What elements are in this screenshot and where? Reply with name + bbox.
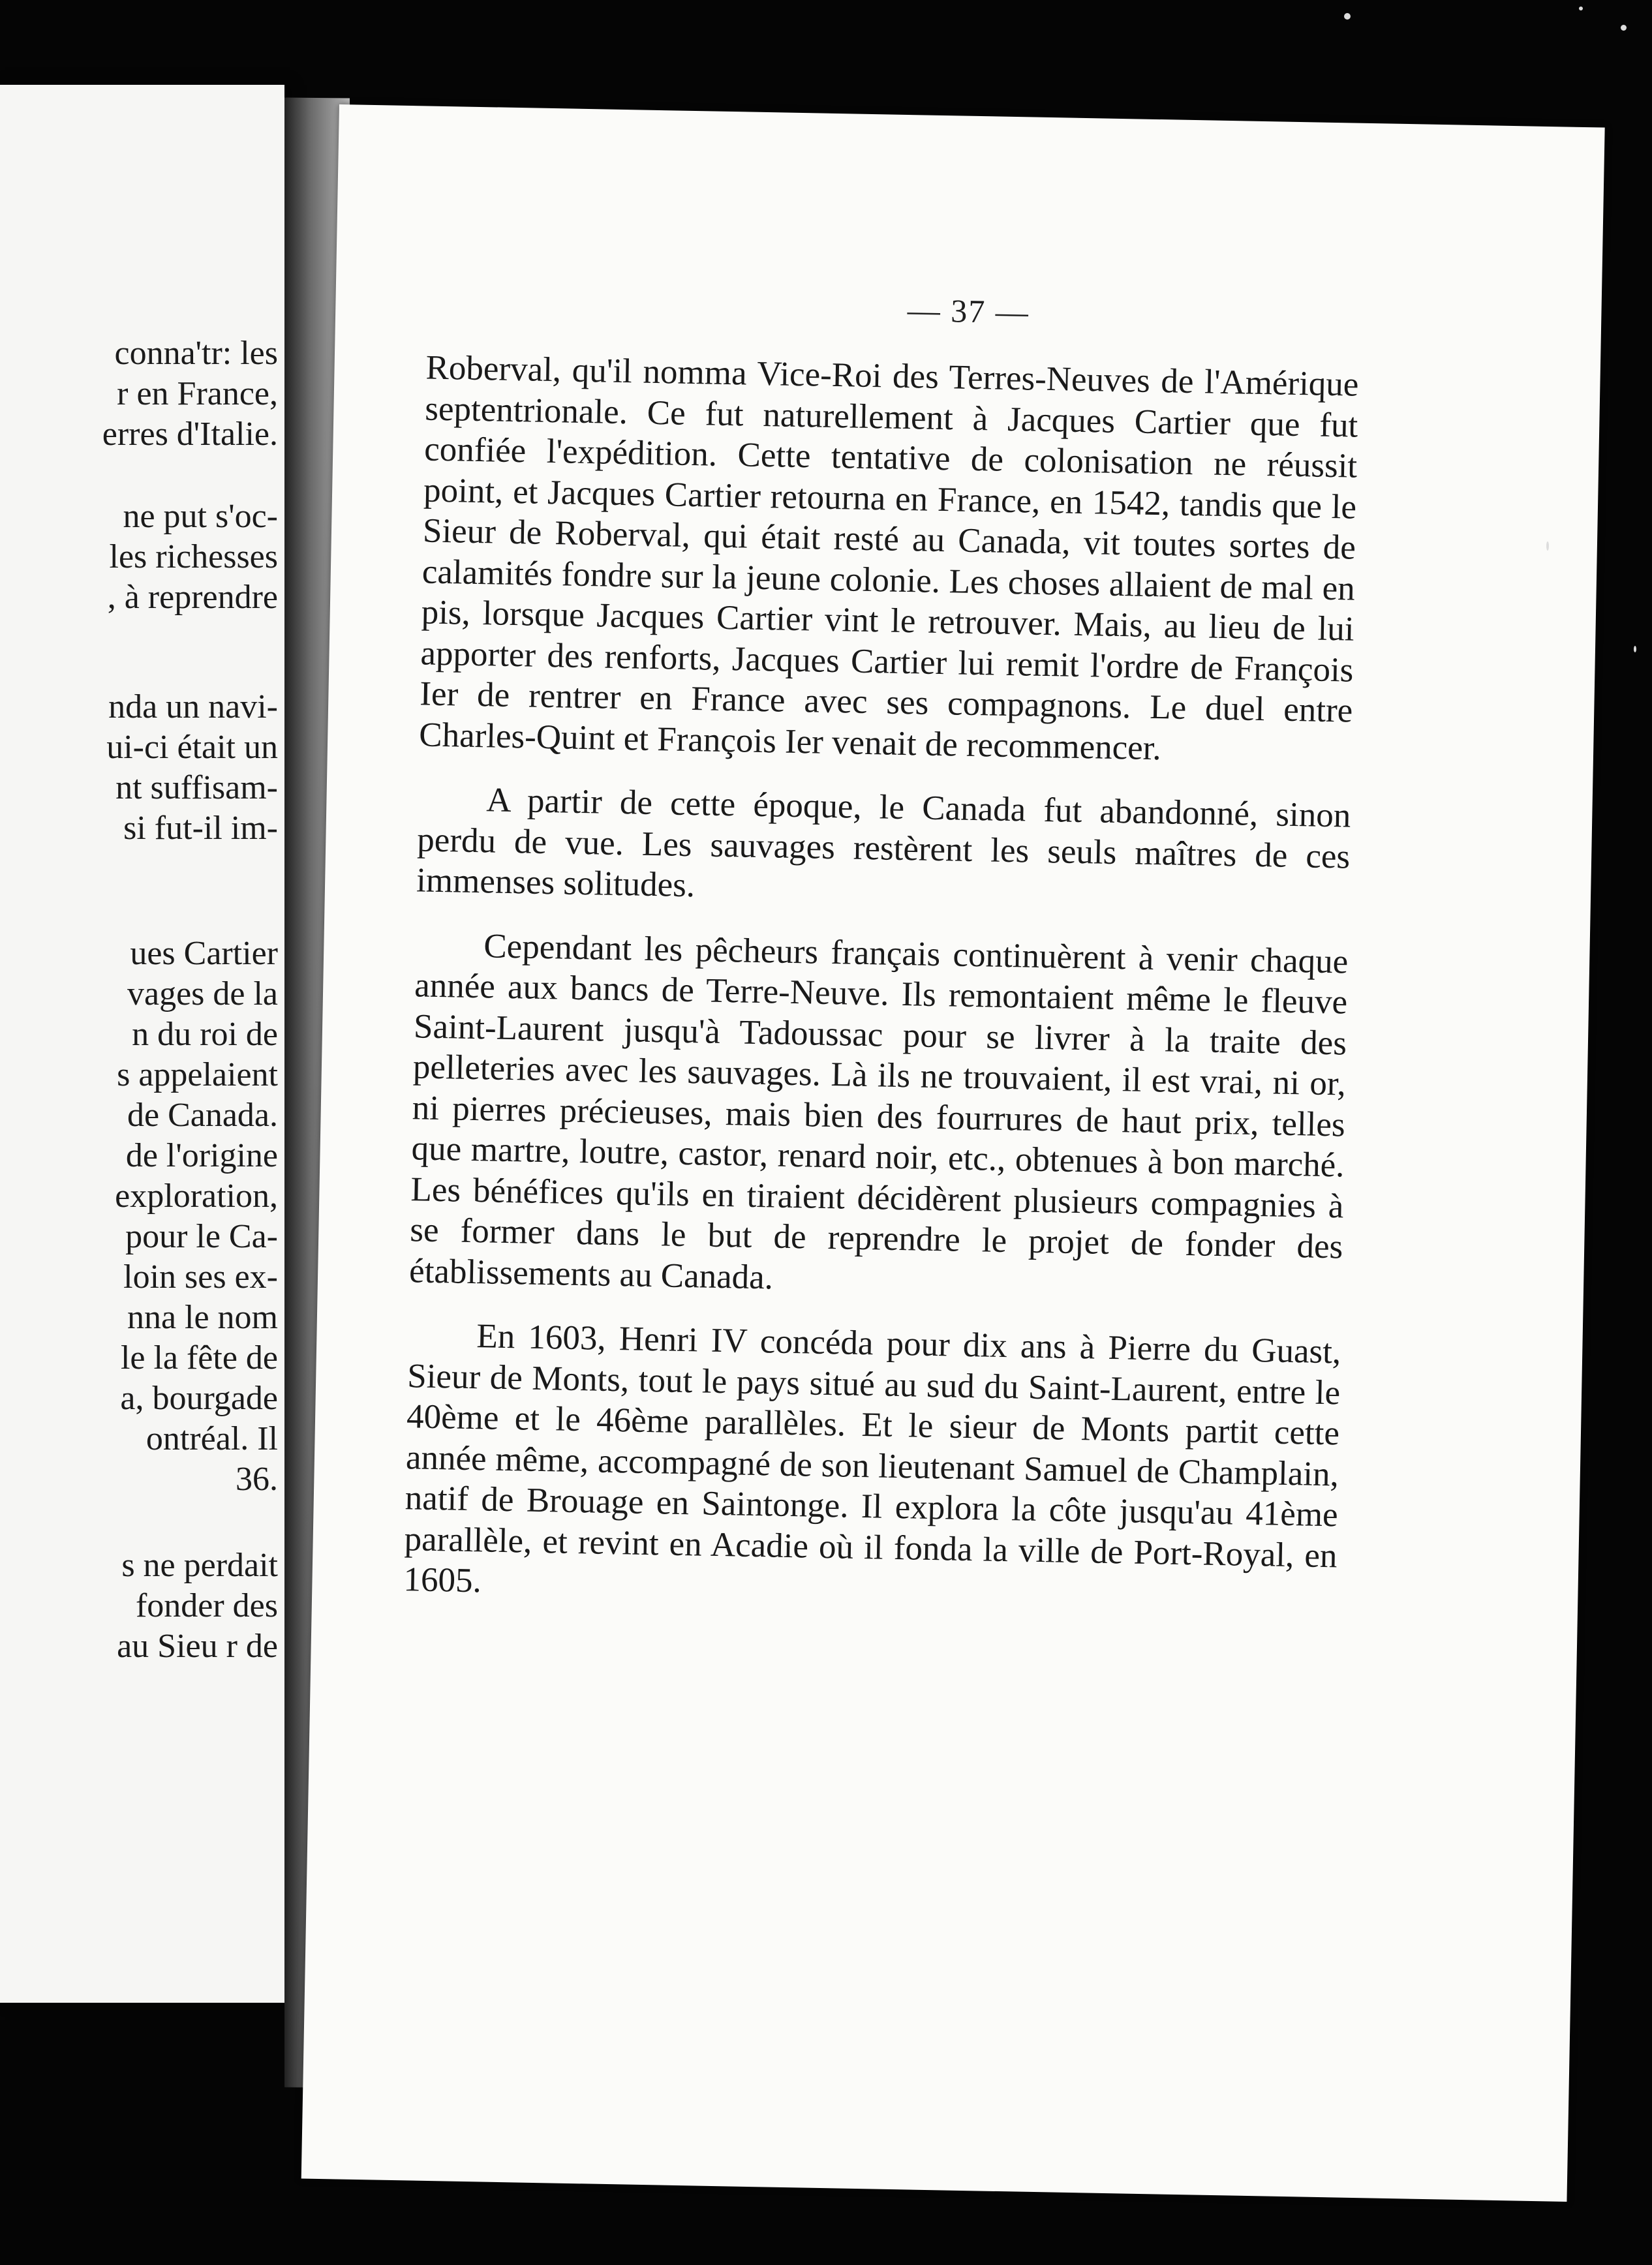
left-page-line: ontréal. Il (145, 1420, 278, 1457)
left-page-line: les richesses (109, 538, 278, 575)
left-page-line: , à reprendre (107, 579, 278, 616)
scan-speck (1621, 25, 1627, 31)
left-page-line: vages de la (127, 975, 278, 1012)
left-page-line: n du roi de (132, 1016, 278, 1053)
left-page-line: nda un navi- (108, 688, 278, 725)
left-page-line: conna'tr: les (114, 335, 278, 372)
left-page-line: s ne perdait (121, 1547, 278, 1584)
paragraph: Roberval, qu'il nomma Vice-Roi des Terres-Neuves de l'Amérique septentrionale. Ce fut naturellement à Jacques Cartier que fut confiée l'expédition. Cette tentative de colonisation ne réussit point, et Jacques Cartier retourna en France, en 1542, tandis que le Sieur de Roberval, qui était resté au Canada, vit toutes sortes de calamités fondre sur la jeune colonie. Les choses allaient de mal en pis, lorsque Jacques Cartier vint le retrouver. Mais, au lieu de lui apporter des renforts, Jacques Cartier lui remit l'ordre de François Ier de rentrer en France avec ses compagnons. Le duel entre Charles-Quint et François Ier venait de recommencer. (418, 348, 1359, 767)
left-page-line: erres d'Italie. (102, 416, 278, 453)
left-page-line: si fut-il im- (123, 810, 278, 847)
paragraph: A partir de cette époque, le Canada fut abandonné, sinon perdu de vue. Les sauvages restèrent les seuls maîtres de ces immenses solitudes. (416, 781, 1351, 905)
book-page (301, 104, 1605, 2202)
left-page-line: a, bourgade (120, 1380, 278, 1417)
left-page-line: loin ses ex- (123, 1258, 278, 1296)
left-page-line: au Sieu r de (117, 1628, 278, 1665)
left-page-line: ne put s'oc- (123, 498, 278, 535)
page-body (403, 348, 1359, 1617)
left-page-line: r en France, (117, 375, 278, 412)
left-page-line: ues Cartier (130, 935, 278, 972)
left-page-line: de Canada. (127, 1097, 278, 1134)
page-number: — 37 — (907, 292, 1030, 331)
left-page-line: nna le nom (127, 1299, 278, 1336)
left-page-line: ui-ci était un (106, 729, 278, 766)
left-page-line: 36. (236, 1461, 278, 1498)
scan-speck (1579, 7, 1583, 10)
paragraph: En 1603, Henri IV concéda pour dix ans à Pierre du Guast, Sieur de Monts, tout le pays situé au sud du Saint-Laurent, entre le 40ème et le 46ème parallèles. Et le sieur de Monts partit cette année même, accompagné de son lieutenant Samuel de Champlain, natif de Brouage en Saintonge. Il explora la côte jusqu'au 41ème parallèle, et revint en Acadie où il fonda la ville de Port-Royal, en 1605. (403, 1317, 1341, 1600)
paragraph: Cependant les pêcheurs français continuèrent à venir chaque année aux bancs de Terre-Neuve. Ils remontaient même le fleuve Saint-Laurent jusqu'à Tadoussac pour se livrer à la traite des pelleteries avec les sauvages. Là ils ne trouvaient, il est vrai, ni or, ni pierres précieuses, mais bien des fourrures de haut prix, telles que martre, loutre, castor, renard noir, etc., obtenues à bon marché. Les bénéfices qu'ils en tiraient décidèrent plusieurs compagnies à se former dans le but de reprendre le projet de fonder des établissements au Canada. (408, 926, 1349, 1296)
left-page-line: nt suffisam- (115, 769, 278, 806)
left-page-line: le la fête de (120, 1339, 278, 1376)
left-page-line: fonder des (135, 1587, 278, 1624)
left-page-line: exploration, (115, 1178, 278, 1215)
left-page-line: pour le Ca- (125, 1218, 278, 1255)
scan-speck (1634, 646, 1636, 652)
scan-speck (1546, 541, 1549, 551)
left-page-line: s appelaient (117, 1056, 278, 1093)
left-page-line: de l'origine (125, 1137, 278, 1174)
scan-speck (1344, 13, 1351, 20)
left-page-fragment (0, 85, 284, 2003)
